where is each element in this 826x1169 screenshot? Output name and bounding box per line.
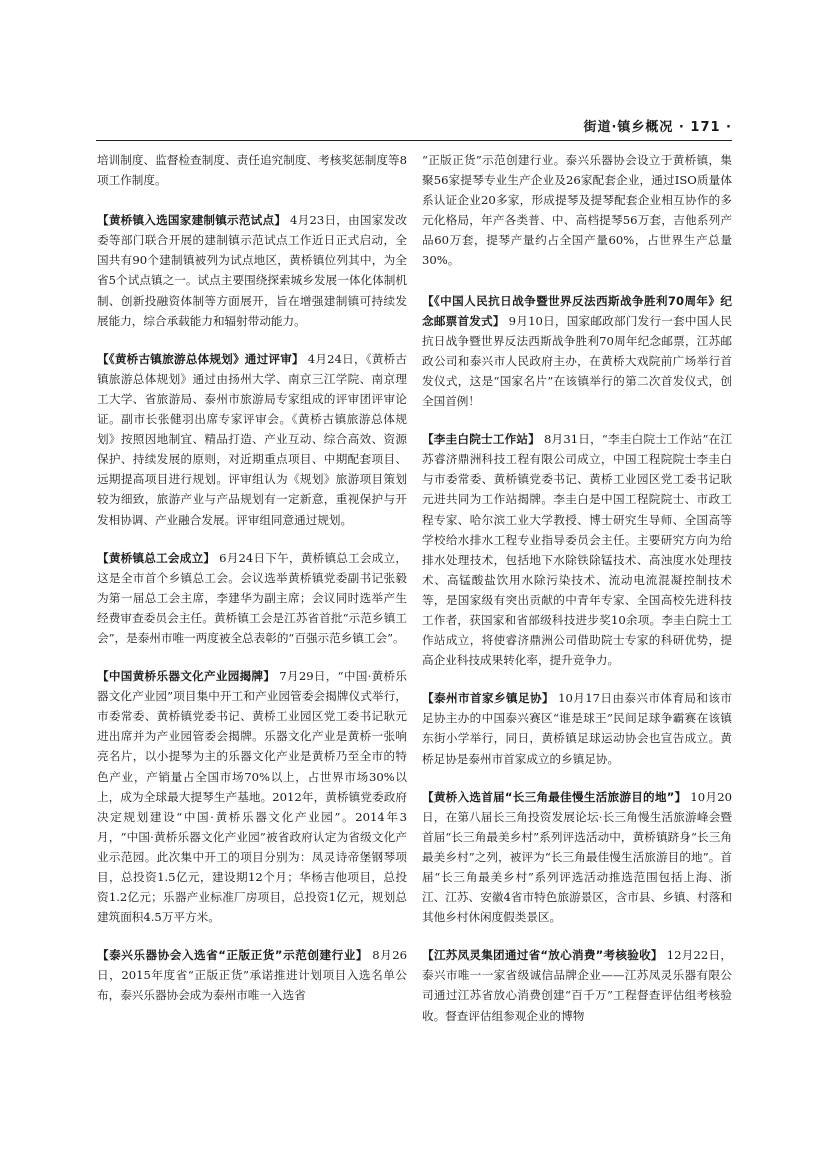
article-title: 【李圭白院士工作站】 xyxy=(422,432,541,447)
article-body: 4月23日，由国家发改委等部门联合开展的建制镇示范试点工作近日正式启动，全国共有90个建制镇被列为试点地区，黄桥镇位列其中，为全省5个试点镇之一。试点主要围绕探索城乡发展一体化体制机制、创新投融资体制等方面展开，旨在增强建制镇可持续发展能力，综合承载能力和辐射带动能力。 xyxy=(97,213,407,328)
article xyxy=(422,945,732,1025)
article-title: 【黄桥镇入选国家建制镇示范试点】 xyxy=(97,213,287,228)
article-title: 【黄桥镇总工会成立】 xyxy=(97,550,216,565)
article-body: 10月17日由泰兴市体育局和该市足协主办的中国泰兴赛区“谁是球王”民间足球争霸赛在该镇东街小学举行，同日，黄桥镇足球运动协会也宣告成立。黄桥足协是泰州市首家成立的乡镇足协。 xyxy=(422,691,732,766)
article-body: “正版正货”示范创建行业。泰兴乐器协会设立于黄桥镇，集聚56家提琴专业生产企业及26家配套企业，通过ISO质量体系认证企业20多家，形成提琴及提琴配套企业相互协作的多元化格局，年产各类普、中、高档提琴56万套，吉他系列产品60万套，提琴产量约占全国产量60%，占世界生产总量30%。 xyxy=(422,153,732,268)
article xyxy=(422,429,732,670)
section-running-head: 街道·镇乡概况 · 171 · xyxy=(583,120,732,135)
page-header xyxy=(96,112,732,136)
article xyxy=(97,945,407,1005)
article xyxy=(97,349,407,530)
article xyxy=(97,210,407,331)
article-body: 6月24日下午，黄桥镇总工会成立，这是全市首个乡镇总工会。会议选举黄桥镇党委副书记张毅为第一届总工会主席，李建华为副主席；会议同时选举产生经费审查委员会主任。黄桥镇工会是江苏省首批“示范乡镇工会”，是泰州市唯一两度被全总表彰的“百强示范乡镇工会”。 xyxy=(97,550,407,645)
article-body: 10月20日，在第八届长三角投资发展论坛·长三角慢生活旅游峰会暨首届“长三角最美乡村”系列评选活动中，黄桥镇跻身“长三角最美乡村”之列，被评为“长三角最佳慢生活旅游目的地”。首届“长三角最美乡村”系列评选活动推选范围包括上海、浙江、江苏、安徽4省市特色旅游景区，含市县、乡镇、村落和其他乡村休闲度假类景区。 xyxy=(422,789,732,925)
article-title: 【江苏凤灵集团通过省“放心消费”考核验收】 xyxy=(422,948,663,963)
article xyxy=(97,666,407,927)
article-body: 4月24日，《黄桥古镇旅游总体规划》通过由扬州大学、南京三江学院、南京理工大学、省旅游局、泰州市旅游局专家组成的评审团评审论证。副市长张健羽出席专家评审会。《黄桥古镇旅游总体规划》按照因地制宜、精品打造、产业互动、综合高效、资源保护、持续发展的原则，对近期重点项目、中期配套项目、远期提高项目进行规划。评审组认为《规划》旅游项目策划较为细致，旅游产业与产品规划有一定新意，重视保护与开发相协调、产业融合发展。评审组同意通过规划。 xyxy=(97,351,408,527)
article-title: 【《黄桥古镇旅游总体规划》通过评审】 xyxy=(97,351,304,366)
right-column xyxy=(422,150,732,1044)
article-body: 8月26日，2015年度省“正版正货”承诺推进计划项目入选名单公布，泰兴乐器协会成为泰州市唯一入选省 xyxy=(97,948,407,1003)
article-body: 12月22日，泰兴市唯一一家省级诚信品牌企业——江苏凤灵乐器有限公司通过江苏省放心消费创建“百千万”工程督查评估组考核验收。督查评估组参观企业的博物 xyxy=(422,948,732,1023)
article xyxy=(422,787,732,928)
article xyxy=(422,688,732,768)
article-body: 培训制度、监督检查制度、责任追究制度、考核奖惩制度等8项工作制度。 xyxy=(97,153,407,188)
article-title: 【中国黄桥乐器文化产业园揭牌】 xyxy=(97,669,276,684)
article-continued xyxy=(97,150,407,190)
article-body: 7月29日，“中国·黄桥乐器文化产业园”项目集中开工和产业园管委会揭牌仪式举行，市委常委、黄桥镇党委书记、黄桥工业园区党工委书记耿元进出席并为产业园管委会揭牌。乐器文化产业是黄桥一张响亮名片，以小提琴为主的乐器文化产业是黄桥乃至全市的特色产业，产销量占全国市场70%以上，占世界市场30%以上，成为全球最大提琴生产基地。2012年，黄桥镇党委政府决定规划建设“中国·黄桥乐器文化产业园”。2014年3月，“中国·黄桥乐器文化产业园”被省政府认定为省级文化产业示范园。此次集中开工的项目分别为：凤灵诗帝堡钢琴项目，总投资1.5亿元，建设期12个月；华杨吉他项目，总投资1.2亿元；乐器产业标准厂房项目，总投资1亿元，规划总建筑面积4.5万平方米。 xyxy=(97,669,407,925)
article-continued xyxy=(422,150,732,271)
article-title: 【泰州市首家乡镇足协】 xyxy=(422,691,554,706)
left-column xyxy=(97,150,407,1024)
header-rule xyxy=(96,140,732,141)
article-title: 【《中国人民抗日战争暨世界反法西斯战争胜利70周年》纪念邮票首发式】 xyxy=(422,293,732,328)
article-body: 9月10日，国家邮政部门发行一套中国人民抗日战争暨世界反法西斯战争胜利70周年纪念邮票，江苏邮政公司和泰兴市人民政府主办，在黄桥大戏院前广场举行首发仪式，这是“国家名片”在该镇举行的第二次首发仪式，创全国首例！ xyxy=(422,313,732,409)
article-title: 【黄桥入选首届“长三角最佳慢生活旅游目的地”】 xyxy=(422,789,687,804)
article xyxy=(422,291,732,412)
article-title: 【泰兴乐器协会入选省“正版正货”示范创建行业】 xyxy=(97,948,368,963)
article-body: 8月31日，“李圭白院士工作站”在江苏睿济鼎洲科技工程有限公司成立，中国工程院院士李圭白与市委常委、黄桥镇党委书记、黄桥工业园区党工委书记耿元进共同为工作站揭牌。李圭白是中国工程院院士、市政工程专家、哈尔滨工业大学教授、博士研究生导师、全国高等学校给水排水工程专业指导委员会主任。主要研究方向为给排水处理技术，包括地下水除铁除锰技术、高浊度水处理技术、高锰酸盐饮用水除污染技术、流动电流混凝控制技术等，是国家级有突出贡献的中青年专家、全国高校先进科技工作者，获国家和省部级科技进步奖10余项。李圭白院士工作站成立，将使睿济鼎洲公司借助院士专家的科研优势，提高企业科技成果转化率，提升竞争力。 xyxy=(422,432,732,668)
article xyxy=(97,548,407,648)
